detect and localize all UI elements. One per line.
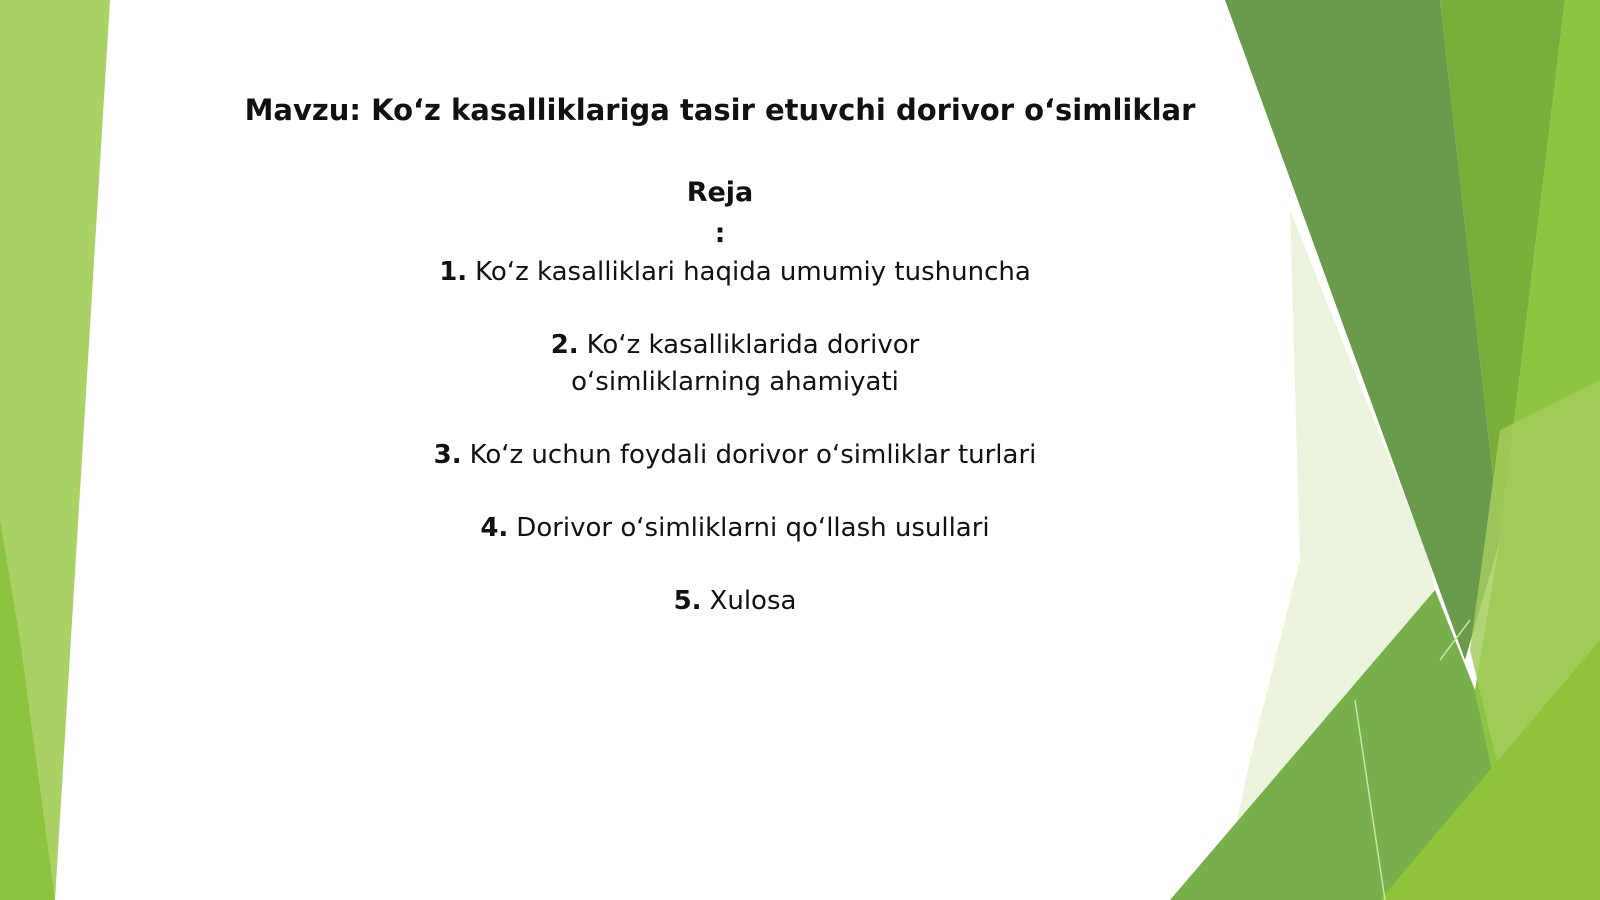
plan-item-text: Ko‘z kasalliklari haqida umumiy tushuncha — [475, 257, 1031, 287]
plan-item — [455, 327, 1015, 401]
plan-item — [385, 254, 1085, 291]
plan-item-number: 3. — [433, 440, 462, 470]
plan-heading-colon: : — [714, 218, 726, 249]
plan-item-number: 2. — [550, 330, 579, 360]
plan-item-number: 4. — [480, 513, 509, 543]
plan-heading: Reja — [686, 177, 754, 208]
plan-item-number: 5. — [673, 586, 702, 616]
plan-item-number: 1. — [439, 257, 468, 287]
plan-item — [385, 583, 1085, 620]
plan-item-text: Ko‘z uchun foydali dorivor o‘simliklar turlari — [469, 440, 1037, 470]
plan-item — [385, 510, 1085, 547]
plan-item-text: Dorivor o‘simliklarni qo‘llash usullari — [516, 513, 990, 543]
plan-item-text: Xulosa — [709, 586, 797, 616]
slide-title: Mavzu: Ko‘z kasalliklariga tasir etuvchi dorivor o‘simliklar — [244, 93, 1196, 127]
plan-item-text: Ko‘z kasalliklarida dorivor o‘simliklarning ahamiyati — [571, 330, 920, 397]
plan-item — [385, 437, 1085, 474]
